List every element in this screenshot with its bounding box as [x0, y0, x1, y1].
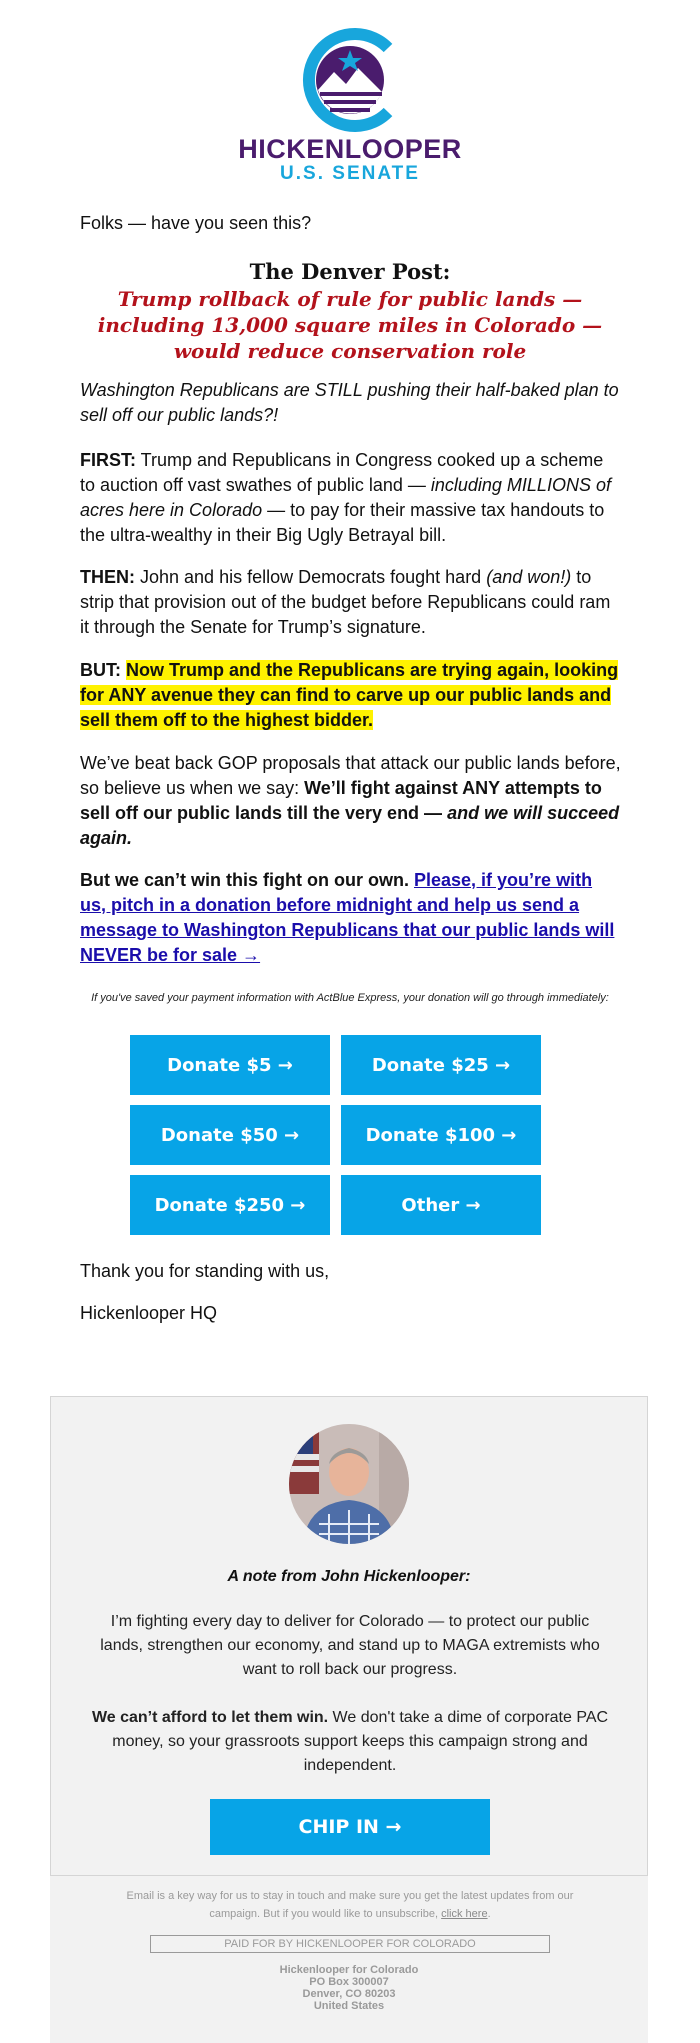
avatar	[289, 1424, 409, 1544]
first-label: FIRST:	[80, 450, 136, 470]
first-text-end: — to pay for their massive tax handouts to the ultra-wealthy in their Big Ugly Betrayal bill.	[80, 500, 605, 545]
donate-link[interactable]: Please, if you’re with us, pitch in a donation before midnight and help us send a message to Washington Republicans that our public lands will NEVER be for sale →	[80, 870, 615, 965]
first-paragraph	[80, 448, 622, 548]
donate-5-button[interactable]: Donate $5 →	[130, 1035, 330, 1095]
news-headline[interactable]	[80, 258, 620, 364]
cta-paragraph	[80, 868, 622, 968]
beat-bold-italic: and we will succeed again.	[80, 803, 620, 848]
donate-50-button[interactable]: Donate $50 →	[130, 1105, 330, 1165]
footer-text	[110, 1887, 590, 1923]
intro-paragraph: Washington Republicans are STILL pushing their half-baked plan to sell off our public lands?!	[80, 380, 619, 425]
footer-period: .	[487, 1908, 491, 1920]
brand-name: HICKENLOOPER	[238, 134, 462, 164]
headline-title[interactable]: Trump rollback of rule for public lands — including 13,000 square miles in Colorado — would reduce conservation role	[97, 287, 603, 363]
unsubscribe-link[interactable]: click here	[441, 1908, 488, 1920]
cta-bold: But we can’t win this fight on our own.	[80, 870, 409, 890]
donate-25-button[interactable]: Donate $25 →	[341, 1035, 541, 1095]
then-label: THEN:	[80, 567, 135, 587]
then-text: John and his fellow Democrats fought hard	[135, 567, 487, 587]
then-text-end: to strip that provision out of the budget before Republicans could ram it through the Senate for Trump’s signature.	[80, 567, 611, 637]
beat-bold: We’ll fight against ANY attempts to sell off our public lands till the very end —	[80, 778, 602, 823]
first-text: Trump and Republicans in Congress cooked up a scheme to auction off vast swathes of public land —	[80, 450, 604, 495]
note-paragraph-2	[90, 1706, 610, 1778]
then-text-italic: (and won!)	[486, 567, 572, 587]
paid-for-disclaimer: PAID FOR BY HICKENLOOPER FOR COLORADO	[150, 1935, 550, 1953]
donate-100-button[interactable]: Donate $100 →	[341, 1105, 541, 1165]
then-paragraph	[80, 565, 622, 640]
address-line-2: PO Box 300007	[309, 1976, 389, 1988]
beat-text: We’ve beat back GOP proposals that attack our public lands before, so believe us when we say:	[80, 753, 621, 798]
but-label: BUT:	[80, 660, 121, 680]
brand-subtitle: U.S. SENATE	[280, 163, 420, 184]
note-paragraph-1: I’m fighting every day to deliver for Colorado — to protect our public lands, strengthen our economy, and stand up to MAGA extremists who want to roll back our progress.	[100, 1613, 600, 1678]
note-text: We don't take a dime of corporate PAC money, so your grassroots support keeps this campaign strong and independent.	[112, 1709, 609, 1774]
greeting: Folks — have you seen this?	[80, 213, 312, 233]
address-line-4: United States	[313, 2000, 385, 2012]
highlighted-text: Now Trump and the Republicans are trying again, looking for ANY avenue they can find to carve up our public lands and sell them off to the highest bidder.	[80, 660, 619, 730]
actblue-note: If you've saved your payment information with ActBlue Express, your donation will go through immediately:	[91, 992, 609, 1004]
headline-source: The Denver Post:	[249, 259, 451, 284]
footer-copy: Email is a key way for us to stay in touch and make sure you get the latest updates from our campaign. But if you would like to unsubscribe,	[126, 1890, 574, 1920]
note-title: A note from John Hickenlooper:	[227, 1568, 471, 1585]
first-text-italic: including MILLIONS of acres here in Colorado	[80, 475, 611, 520]
beat-back-paragraph	[80, 751, 622, 851]
campaign-logo	[0, 28, 700, 188]
signoff: Thank you for standing with us,	[80, 1261, 330, 1281]
signature: Hickenlooper HQ	[80, 1303, 218, 1323]
but-paragraph	[80, 658, 622, 733]
chip-in-button[interactable]: CHIP IN →	[210, 1799, 490, 1855]
note-bold: We can’t afford to let them win.	[91, 1709, 329, 1726]
mountain-logo-icon	[296, 28, 404, 132]
address-line-1: Hickenlooper for Colorado	[279, 1964, 419, 1976]
donate-250-button[interactable]: Donate $250 →	[130, 1175, 330, 1235]
portrait-photo-icon	[289, 1424, 409, 1544]
address-line-3: Denver, CO 80203	[302, 1988, 396, 2000]
donate-other-button[interactable]: Other →	[341, 1175, 541, 1235]
